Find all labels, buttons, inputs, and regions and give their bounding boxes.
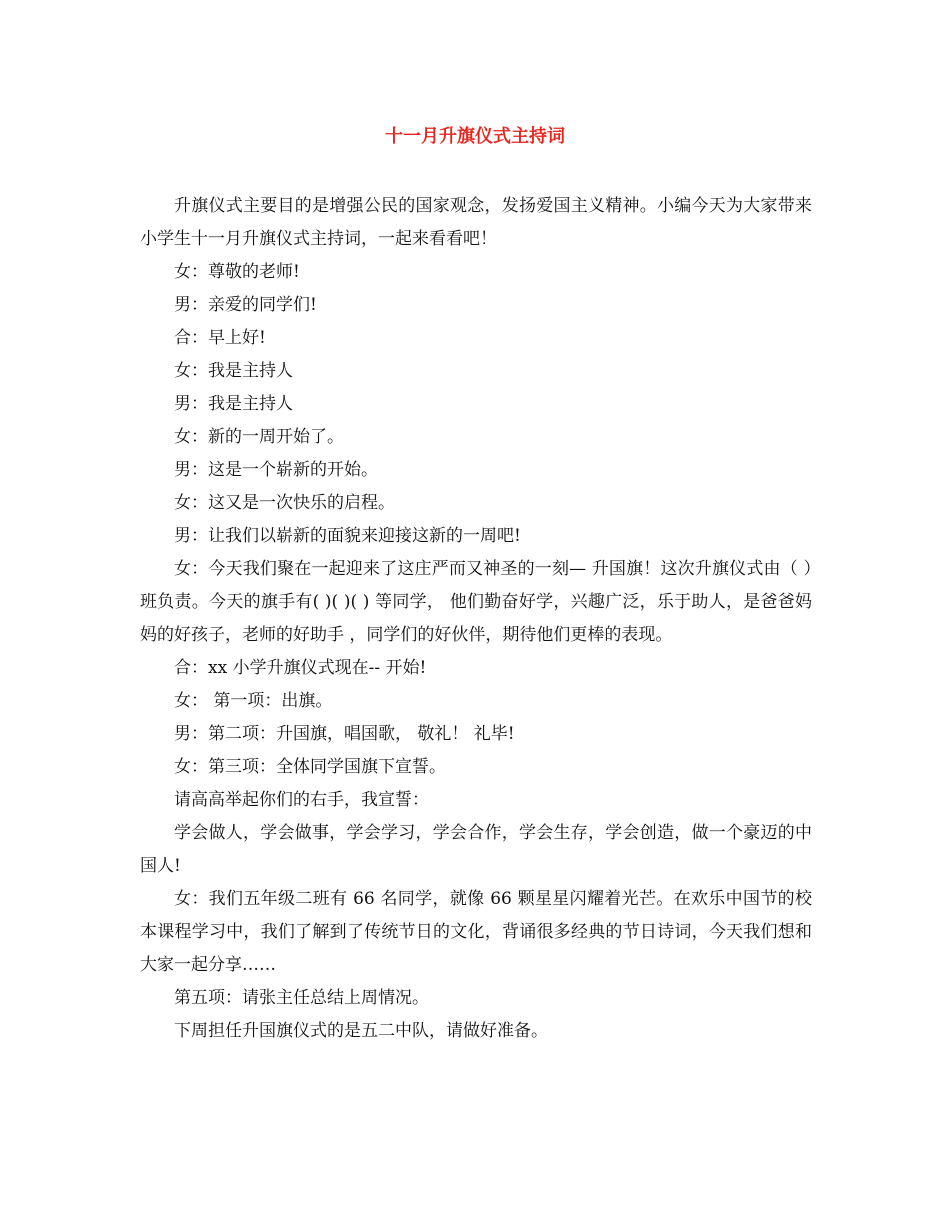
paragraph: 女：我是主持人 <box>174 361 293 381</box>
paragraph: 女：我们五年级二班有 66 名同学，就像 66 颗星星闪耀着光芒。在欢乐中国节的校本课程学习中，我们了解到了传统节日的文化，背诵很多经典的节日诗词，今天我们想和大家一起分享…… <box>140 889 812 975</box>
paragraph: 合：xx 小学升旗仪式现在-- 开始! <box>174 658 427 678</box>
paragraph: 男：让我们以崭新的面貌来迎接这新的一周吧! <box>174 526 521 546</box>
paragraph: 女：这又是一次快乐的启程。 <box>174 493 395 513</box>
paragraph: 合：早上好! <box>174 328 266 348</box>
paragraph: 女：今天我们聚在一起迎来了这庄严而又神圣的一刻— 升国旗！这次升旗仪式由（ ）班负责。今天的旗手有( )( )( ) 等同学， 他们勤奋好学，兴趣广泛，乐于助人，是爸爸妈妈的好孩子，老师的好助手 ，同学们的好伙伴，期待他们更棒的表现。 <box>140 559 812 645</box>
paragraph: 女：新的一周开始了。 <box>174 427 344 447</box>
paragraph: 男：第二项：升国旗，唱国歌， 敬礼！ 礼毕! <box>174 724 515 744</box>
paragraph: 请高高举起你们的右手，我宣誓： <box>174 790 429 810</box>
paragraph: 女：尊敬的老师! <box>174 262 300 282</box>
paragraph: 女： 第一项：出旗。 <box>174 691 333 711</box>
paragraph: 第五项：请张主任总结上周情况。 <box>174 988 429 1008</box>
paragraph: 升旗仪式主要目的是增强公民的国家观念，发扬爱国主义精神。小编今天为大家带来小学生十一月升旗仪式主持词，一起来看看吧！ <box>140 196 812 249</box>
paragraph: 男：这是一个崭新的开始。 <box>174 460 378 480</box>
paragraph: 下周担任升国旗仪式的是五二中队，请做好准备。 <box>174 1021 548 1041</box>
document-body <box>140 190 812 1048</box>
paragraph: 女：第三项：全体同学国旗下宣誓。 <box>174 757 446 777</box>
paragraph: 男：我是主持人 <box>174 394 293 414</box>
paragraph: 男：亲爱的同学们! <box>174 295 317 315</box>
paragraph: 学会做人，学会做事，学会学习，学会合作，学会生存，学会创造，做一个豪迈的中国人! <box>140 823 812 876</box>
document-title: 十一月升旗仪式主持词 <box>385 126 565 147</box>
